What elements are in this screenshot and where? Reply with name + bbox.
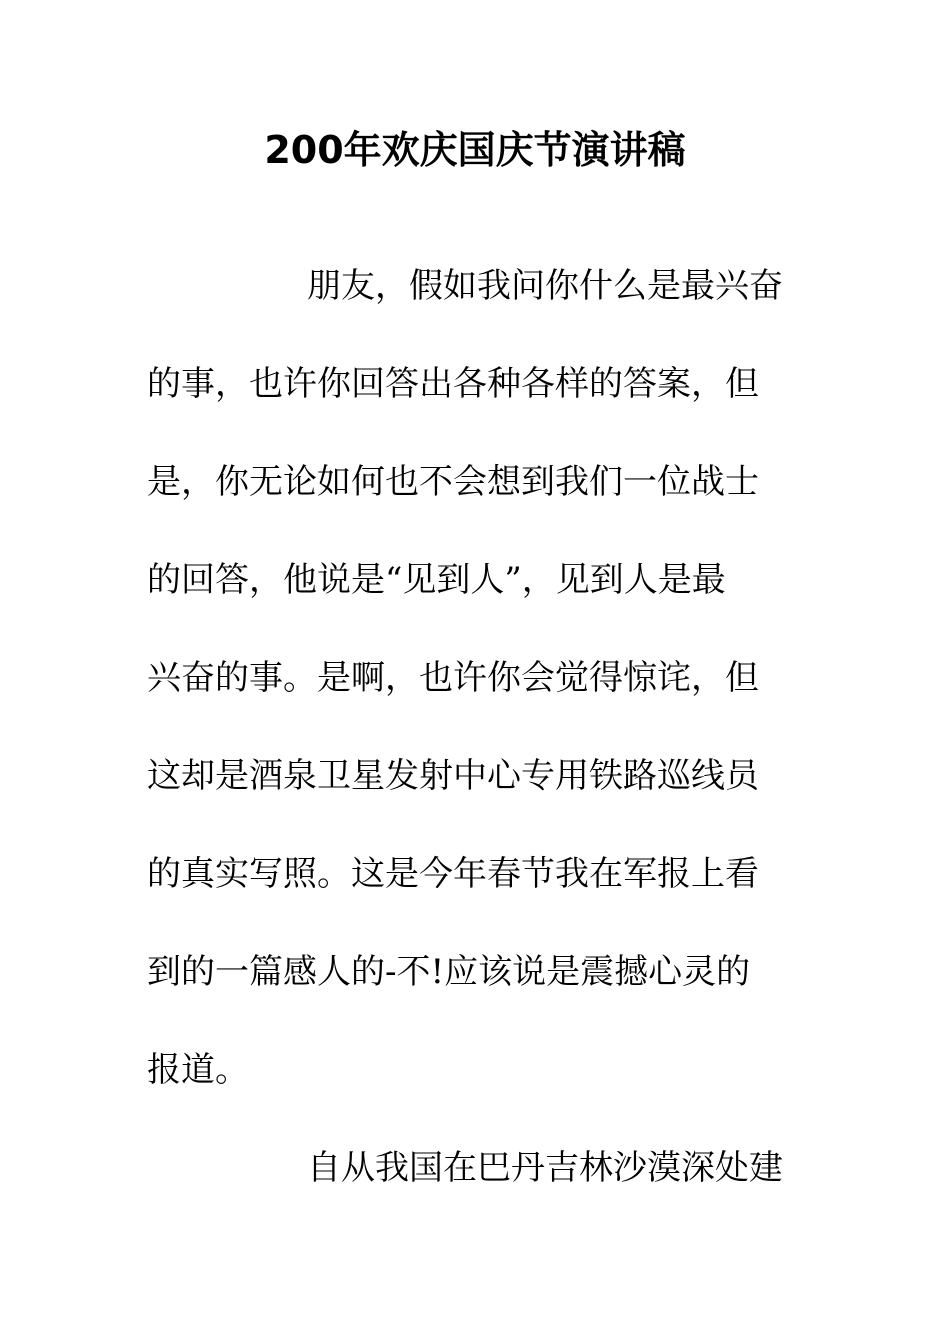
- paragraph-line: 朋友，假如我问你什么是最兴奋: [307, 266, 783, 306]
- document-body: [147, 264, 807, 1244]
- document-title: 200年欢庆国庆节演讲稿: [264, 128, 686, 172]
- paragraph-line: 兴奋的事。是啊，也许你会觉得惊诧，但: [147, 658, 759, 698]
- paragraph-line: 自从我国在巴丹吉林沙漠深处建: [307, 1148, 783, 1188]
- paragraph-line: 的真实写照。这是今年春节我在军报上看: [147, 854, 759, 894]
- paragraph-line: 到的一篇感人的-不!应该说是震撼心灵的: [147, 952, 751, 992]
- paragraph-line: 报道。: [147, 1050, 249, 1090]
- paragraph-line: 的事，也许你回答出各种各样的答案，但: [147, 364, 759, 404]
- paragraph-line: 的回答，他说是“见到人”，见到人是最: [147, 560, 726, 600]
- paragraph-line: 这却是酒泉卫星发射中心专用铁路巡线员: [147, 756, 759, 796]
- paragraph-line: 是，你无论如何也不会想到我们一位战士: [147, 462, 759, 502]
